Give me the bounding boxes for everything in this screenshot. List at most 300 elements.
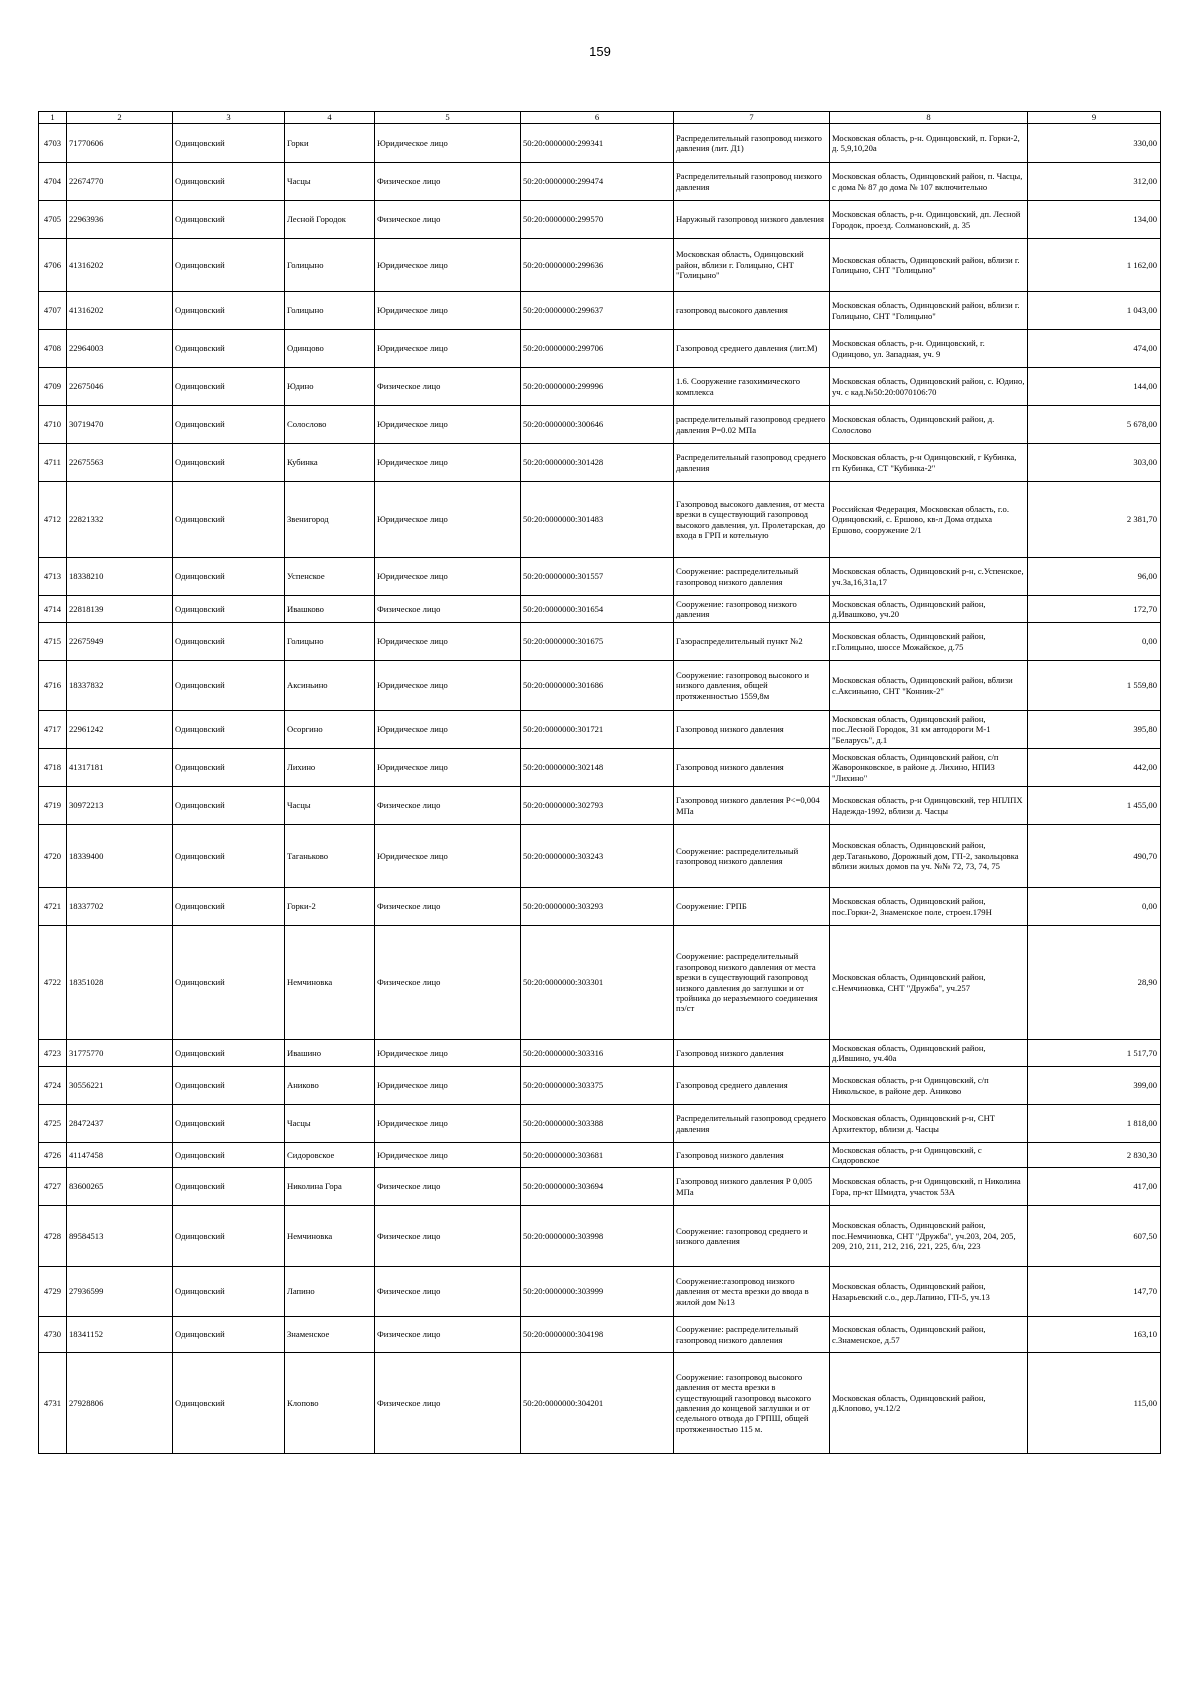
table-row	[39, 596, 1161, 623]
cadastral-number: 50:20:0000000:299637	[521, 292, 674, 330]
row-number: 4719	[39, 787, 67, 825]
registry-code: 27928806	[67, 1353, 173, 1454]
object-address: Московская область, р-н Одинцовский, п Николина Гора, пр-кт Шмидта, участок 53А	[830, 1168, 1028, 1206]
table-row	[39, 1206, 1161, 1267]
locality-name: Голицыно	[285, 292, 375, 330]
table-row	[39, 368, 1161, 406]
object-value: 147,70	[1028, 1267, 1161, 1317]
cadastral-number: 50:20:0000000:299570	[521, 201, 674, 239]
owner-type: Юридическое лицо	[375, 124, 521, 163]
object-value: 303,00	[1028, 444, 1161, 482]
table-row	[39, 1168, 1161, 1206]
object-address: Московская область, Одинцовский район, с/п Жаворонковское, в районе д. Лихино, НПИЗ "Лихино"	[830, 749, 1028, 787]
locality-name: Немчиновка	[285, 926, 375, 1040]
object-address: Московская область, р-н Одинцовский, с/п Никольское, в районе дер. Аниково	[830, 1067, 1028, 1105]
object-value: 0,00	[1028, 623, 1161, 661]
table-row	[39, 1267, 1161, 1317]
owner-type: Физическое лицо	[375, 1353, 521, 1454]
district-name: Одинцовский	[173, 787, 285, 825]
object-description: Сооружение: ГРПБ	[674, 888, 830, 926]
table-row	[39, 1143, 1161, 1168]
cadastral-number: 50:20:0000000:303998	[521, 1206, 674, 1267]
owner-type: Юридическое лицо	[375, 1067, 521, 1105]
object-description: Газопровод низкого давления Р 0,005 МПа	[674, 1168, 830, 1206]
registry-code: 83600265	[67, 1168, 173, 1206]
table-row	[39, 888, 1161, 926]
object-description: Газопровод среднего давления (лит.М)	[674, 330, 830, 368]
table-row	[39, 406, 1161, 444]
object-address: Московская область, Одинцовский р-н, с.Успенское, уч.3а,16,31а,17	[830, 558, 1028, 596]
registry-code: 31775770	[67, 1040, 173, 1067]
district-name: Одинцовский	[173, 623, 285, 661]
table-row	[39, 330, 1161, 368]
district-name: Одинцовский	[173, 1040, 285, 1067]
cadastral-number: 50:20:0000000:301675	[521, 623, 674, 661]
registry-code: 30972213	[67, 787, 173, 825]
district-name: Одинцовский	[173, 1353, 285, 1454]
object-address: Московская область, Одинцовский район, вблизи г. Голицыно, СНТ "Голицыно"	[830, 292, 1028, 330]
cadastral-number: 50:20:0000000:302148	[521, 749, 674, 787]
registry-code: 18339400	[67, 825, 173, 888]
object-value: 417,00	[1028, 1168, 1161, 1206]
district-name: Одинцовский	[173, 558, 285, 596]
object-address: Московская область, р-н Одинцовский, г Кубинка, гп Кубинка, СТ "Кубинка-2"	[830, 444, 1028, 482]
object-description: Газопровод низкого давления	[674, 711, 830, 749]
locality-name: Лихино	[285, 749, 375, 787]
owner-type: Физическое лицо	[375, 163, 521, 201]
object-description: Распределительный газопровод низкого давления (лит. Д1)	[674, 124, 830, 163]
table-row	[39, 711, 1161, 749]
object-description: Распределительный газопровод среднего давления	[674, 444, 830, 482]
object-value: 312,00	[1028, 163, 1161, 201]
object-description: Газопровод среднего давления	[674, 1067, 830, 1105]
table-row	[39, 163, 1161, 201]
cadastral-number: 50:20:0000000:299706	[521, 330, 674, 368]
cadastral-number: 50:20:0000000:303293	[521, 888, 674, 926]
column-number-row	[39, 112, 1161, 124]
owner-type: Физическое лицо	[375, 1206, 521, 1267]
table-row	[39, 749, 1161, 787]
object-address: Московская область, Одинцовский район, пос.Немчиновка, СНТ "Дружба", уч.203, 204, 205, 209, 210, 211, 212, 216, 221, 225, б/н, 223	[830, 1206, 1028, 1267]
row-number: 4706	[39, 239, 67, 292]
district-name: Одинцовский	[173, 330, 285, 368]
locality-name: Таганьково	[285, 825, 375, 888]
registry-code: 18341152	[67, 1317, 173, 1353]
owner-type: Юридическое лицо	[375, 239, 521, 292]
registry-code: 22675563	[67, 444, 173, 482]
owner-type: Юридическое лицо	[375, 1105, 521, 1143]
owner-type: Юридическое лицо	[375, 1040, 521, 1067]
object-address: Московская область, Одинцовский район, вблизи с.Аксиньино, СНТ "Конник-2"	[830, 661, 1028, 711]
table-row	[39, 124, 1161, 163]
locality-name: Клопово	[285, 1353, 375, 1454]
registry-code: 18337832	[67, 661, 173, 711]
owner-type: Юридическое лицо	[375, 330, 521, 368]
object-value: 607,50	[1028, 1206, 1161, 1267]
locality-name: Аксиньино	[285, 661, 375, 711]
row-number: 4722	[39, 926, 67, 1040]
district-name: Одинцовский	[173, 124, 285, 163]
district-name: Одинцовский	[173, 596, 285, 623]
locality-name: Знаменское	[285, 1317, 375, 1353]
locality-name: Солослово	[285, 406, 375, 444]
district-name: Одинцовский	[173, 1168, 285, 1206]
row-number: 4705	[39, 201, 67, 239]
owner-type: Юридическое лицо	[375, 711, 521, 749]
district-name: Одинцовский	[173, 201, 285, 239]
locality-name: Юдино	[285, 368, 375, 406]
locality-name: Часцы	[285, 787, 375, 825]
object-value: 1 455,00	[1028, 787, 1161, 825]
column-header: 8	[830, 112, 1028, 124]
object-address: Московская область, р-н Одинцовский, тер НПЛПХ Надежда-1992, вблизи д. Часцы	[830, 787, 1028, 825]
object-address: Московская область, Одинцовский р-н, СНТ Архитектор, вблизи д. Часцы	[830, 1105, 1028, 1143]
object-value: 330,00	[1028, 124, 1161, 163]
object-address: Московская область, р-н Одинцовский, с Сидоровское	[830, 1143, 1028, 1168]
cadastral-number: 50:20:0000000:301686	[521, 661, 674, 711]
column-header: 6	[521, 112, 674, 124]
table-body	[39, 124, 1161, 1454]
object-address: Московская область, р-н. Одинцовский, г. Одинцово, ул. Западная, уч. 9	[830, 330, 1028, 368]
object-description: Московская область, Одинцовский район, вблизи г. Голицыно, СНТ "Голицыно"	[674, 239, 830, 292]
object-address: Московская область, Одинцовский район, д.Клопово, уч.12/2	[830, 1353, 1028, 1454]
district-name: Одинцовский	[173, 926, 285, 1040]
registry-code: 30556221	[67, 1067, 173, 1105]
object-value: 2 830,30	[1028, 1143, 1161, 1168]
registry-table	[38, 111, 1161, 1454]
registry-code: 41317181	[67, 749, 173, 787]
object-description: Сооружение: газопровод низкого давления	[674, 596, 830, 623]
owner-type: Физическое лицо	[375, 1168, 521, 1206]
object-value: 5 678,00	[1028, 406, 1161, 444]
row-number: 4728	[39, 1206, 67, 1267]
object-description: Сооружение: газопровод высокого и низкого давления, общей протяженностью 1559,8м	[674, 661, 830, 711]
cadastral-number: 50:20:0000000:301428	[521, 444, 674, 482]
object-value: 1 559,80	[1028, 661, 1161, 711]
object-value: 2 381,70	[1028, 482, 1161, 558]
district-name: Одинцовский	[173, 482, 285, 558]
locality-name: Голицыно	[285, 239, 375, 292]
owner-type: Юридическое лицо	[375, 623, 521, 661]
row-number: 4720	[39, 825, 67, 888]
locality-name: Ивашково	[285, 596, 375, 623]
object-description: Сооружение: распределительный газопровод низкого давления от места врезки в существующий газопровод низкого давления до заглушки и от тройника до неразъемного соединения пэ/ст	[674, 926, 830, 1040]
object-address: Московская область, р-н. Одинцовский, п. Горки-2, д. 5,9,10,20а	[830, 124, 1028, 163]
row-number: 4725	[39, 1105, 67, 1143]
district-name: Одинцовский	[173, 292, 285, 330]
registry-code: 22818139	[67, 596, 173, 623]
table-row	[39, 926, 1161, 1040]
object-address: Московская область, Одинцовский район, с.Немчиновка, СНТ "Дружба", уч.257	[830, 926, 1028, 1040]
cadastral-number: 50:20:0000000:301654	[521, 596, 674, 623]
object-description: Сооружение:газопровод низкого давления от места врезки до ввода в жилой дом №13	[674, 1267, 830, 1317]
object-description: Газопровод низкого давления	[674, 749, 830, 787]
cadastral-number: 50:20:0000000:299474	[521, 163, 674, 201]
owner-type: Физическое лицо	[375, 926, 521, 1040]
registry-code: 41147458	[67, 1143, 173, 1168]
row-number: 4717	[39, 711, 67, 749]
district-name: Одинцовский	[173, 825, 285, 888]
object-value: 0,00	[1028, 888, 1161, 926]
object-description: Газопровод низкого давления	[674, 1040, 830, 1067]
object-value: 1 818,00	[1028, 1105, 1161, 1143]
registry-code: 89584513	[67, 1206, 173, 1267]
registry-code: 18338210	[67, 558, 173, 596]
owner-type: Юридическое лицо	[375, 1143, 521, 1168]
registry-code: 41316202	[67, 292, 173, 330]
row-number: 4710	[39, 406, 67, 444]
cadastral-number: 50:20:0000000:299996	[521, 368, 674, 406]
owner-type: Юридическое лицо	[375, 406, 521, 444]
row-number: 4715	[39, 623, 67, 661]
row-number: 4708	[39, 330, 67, 368]
owner-type: Юридическое лицо	[375, 749, 521, 787]
object-address: Московская область, Одинцовский район, с.Знаменское, д.57	[830, 1317, 1028, 1353]
object-description: Газопровод низкого давления	[674, 1143, 830, 1168]
registry-code: 22674770	[67, 163, 173, 201]
locality-name: Немчиновка	[285, 1206, 375, 1267]
object-address: Московская область, Одинцовский район, п. Часцы, с дома № 87 до дома № 107 включительно	[830, 163, 1028, 201]
registry-code: 22675949	[67, 623, 173, 661]
row-number: 4707	[39, 292, 67, 330]
row-number: 4727	[39, 1168, 67, 1206]
district-name: Одинцовский	[173, 749, 285, 787]
district-name: Одинцовский	[173, 1143, 285, 1168]
object-value: 28,90	[1028, 926, 1161, 1040]
owner-type: Физическое лицо	[375, 201, 521, 239]
row-number: 4730	[39, 1317, 67, 1353]
object-address: Московская область, Одинцовский район, г.Голицыно, шоссе Можайское, д.75	[830, 623, 1028, 661]
column-header: 5	[375, 112, 521, 124]
column-header: 4	[285, 112, 375, 124]
object-value: 474,00	[1028, 330, 1161, 368]
owner-type: Физическое лицо	[375, 1317, 521, 1353]
locality-name: Осоргино	[285, 711, 375, 749]
row-number: 4714	[39, 596, 67, 623]
district-name: Одинцовский	[173, 661, 285, 711]
locality-name: Горки	[285, 124, 375, 163]
row-number: 4726	[39, 1143, 67, 1168]
locality-name: Николина Гора	[285, 1168, 375, 1206]
locality-name: Лапино	[285, 1267, 375, 1317]
column-header: 9	[1028, 112, 1161, 124]
locality-name: Ивашино	[285, 1040, 375, 1067]
cadastral-number: 50:20:0000000:304198	[521, 1317, 674, 1353]
table-row	[39, 482, 1161, 558]
row-number: 4713	[39, 558, 67, 596]
column-header: 2	[67, 112, 173, 124]
object-description: Газораспределительный пункт №2	[674, 623, 830, 661]
row-number: 4723	[39, 1040, 67, 1067]
registry-code: 22675046	[67, 368, 173, 406]
locality-name: Сидоровское	[285, 1143, 375, 1168]
owner-type: Юридическое лицо	[375, 482, 521, 558]
owner-type: Физическое лицо	[375, 787, 521, 825]
cadastral-number: 50:20:0000000:302793	[521, 787, 674, 825]
cadastral-number: 50:20:0000000:304201	[521, 1353, 674, 1454]
table-row	[39, 1317, 1161, 1353]
object-address: Московская область, Одинцовский район, д. Солослово	[830, 406, 1028, 444]
column-header: 3	[173, 112, 285, 124]
locality-name: Лесной Городок	[285, 201, 375, 239]
table-row	[39, 623, 1161, 661]
object-description: Сооружение: газопровод среднего и низкого давления	[674, 1206, 830, 1267]
district-name: Одинцовский	[173, 1317, 285, 1353]
table-row	[39, 825, 1161, 888]
object-description: Сооружение: распределительный газопровод низкого давления	[674, 825, 830, 888]
object-address: Московская область, Одинцовский район, д.Ившино, уч.40а	[830, 1040, 1028, 1067]
registry-code: 30719470	[67, 406, 173, 444]
locality-name: Часцы	[285, 1105, 375, 1143]
owner-type: Юридическое лицо	[375, 661, 521, 711]
object-description: Сооружение: распределительный газопровод низкого давления	[674, 558, 830, 596]
object-description: распределительный газопровод среднего давления Р=0.02 МПа	[674, 406, 830, 444]
object-value: 399,00	[1028, 1067, 1161, 1105]
cadastral-number: 50:20:0000000:303301	[521, 926, 674, 1040]
object-description: 1.6. Сооружение газохимического комплекса	[674, 368, 830, 406]
locality-name: Одинцово	[285, 330, 375, 368]
page-number: 159	[589, 44, 611, 59]
cadastral-number: 50:20:0000000:301721	[521, 711, 674, 749]
object-description: Сооружение: газопровод высокого давления от места врезки в существующий газопровод высокого давления до концевой заглушки и от седельного отвода до ГРПШ, общей протяженностью 115 м.	[674, 1353, 830, 1454]
row-number: 4703	[39, 124, 67, 163]
registry-code: 22821332	[67, 482, 173, 558]
row-number: 4712	[39, 482, 67, 558]
column-header: 1	[39, 112, 67, 124]
district-name: Одинцовский	[173, 1206, 285, 1267]
registry-code: 28472437	[67, 1105, 173, 1143]
object-address: Московская область, р-н. Одинцовский, дп. Лесной Городок, проезд. Солмановский, д. 35	[830, 201, 1028, 239]
object-description: Наружный газопровод низкого давления	[674, 201, 830, 239]
object-description: Газопровод низкого давления Р<=0,004 МПа	[674, 787, 830, 825]
cadastral-number: 50:20:0000000:303388	[521, 1105, 674, 1143]
cadastral-number: 50:20:0000000:303316	[521, 1040, 674, 1067]
owner-type: Юридическое лицо	[375, 825, 521, 888]
registry-code: 18337702	[67, 888, 173, 926]
district-name: Одинцовский	[173, 444, 285, 482]
object-value: 490,70	[1028, 825, 1161, 888]
cadastral-number: 50:20:0000000:303999	[521, 1267, 674, 1317]
registry-code: 27936599	[67, 1267, 173, 1317]
table-row	[39, 444, 1161, 482]
object-description: газопровод высокого давления	[674, 292, 830, 330]
object-description: Распределительный газопровод среднего давления	[674, 1105, 830, 1143]
object-value: 163,10	[1028, 1317, 1161, 1353]
object-value: 442,00	[1028, 749, 1161, 787]
table-row	[39, 558, 1161, 596]
owner-type: Физическое лицо	[375, 596, 521, 623]
table-row	[39, 661, 1161, 711]
district-name: Одинцовский	[173, 888, 285, 926]
cadastral-number: 50:20:0000000:303375	[521, 1067, 674, 1105]
cadastral-number: 50:20:0000000:301483	[521, 482, 674, 558]
row-number: 4709	[39, 368, 67, 406]
locality-name: Часцы	[285, 163, 375, 201]
owner-type: Физическое лицо	[375, 368, 521, 406]
registry-code: 41316202	[67, 239, 173, 292]
table-row	[39, 292, 1161, 330]
row-number: 4724	[39, 1067, 67, 1105]
locality-name: Горки-2	[285, 888, 375, 926]
object-address: Российская Федерация, Московская область, г.о. Одинцовский, с. Ершово, кв-л Дома отдыха Ершово, сооружение 2/1	[830, 482, 1028, 558]
locality-name: Успенское	[285, 558, 375, 596]
row-number: 4731	[39, 1353, 67, 1454]
locality-name: Звенигород	[285, 482, 375, 558]
table-row	[39, 1067, 1161, 1105]
owner-type: Юридическое лицо	[375, 292, 521, 330]
object-address: Московская область, Одинцовский район, вблизи г. Голицыно, СНТ "Голицыно"	[830, 239, 1028, 292]
district-name: Одинцовский	[173, 406, 285, 444]
object-address: Московская область, Одинцовский район, с. Юдино, уч. с кад.№50:20:0070106:70	[830, 368, 1028, 406]
registry-code: 18351028	[67, 926, 173, 1040]
registry-code: 22963936	[67, 201, 173, 239]
cadastral-number: 50:20:0000000:303243	[521, 825, 674, 888]
locality-name: Аниково	[285, 1067, 375, 1105]
table-row	[39, 201, 1161, 239]
row-number: 4721	[39, 888, 67, 926]
row-number: 4704	[39, 163, 67, 201]
object-value: 1 162,00	[1028, 239, 1161, 292]
table-row	[39, 1105, 1161, 1143]
row-number: 4729	[39, 1267, 67, 1317]
object-value: 395,80	[1028, 711, 1161, 749]
cadastral-number: 50:20:0000000:299636	[521, 239, 674, 292]
table-row	[39, 1353, 1161, 1454]
object-value: 1 517,70	[1028, 1040, 1161, 1067]
object-value: 144,00	[1028, 368, 1161, 406]
registry-code: 22961242	[67, 711, 173, 749]
registry-code: 71770606	[67, 124, 173, 163]
object-address: Московская область, Одинцовский район, д.Ивашково, уч.20	[830, 596, 1028, 623]
cadastral-number: 50:20:0000000:301557	[521, 558, 674, 596]
owner-type: Юридическое лицо	[375, 444, 521, 482]
object-description: Сооружение: распределительный газопровод низкого давления	[674, 1317, 830, 1353]
owner-type: Физическое лицо	[375, 1267, 521, 1317]
object-value: 96,00	[1028, 558, 1161, 596]
row-number: 4718	[39, 749, 67, 787]
locality-name: Кубинка	[285, 444, 375, 482]
owner-type: Физическое лицо	[375, 888, 521, 926]
object-address: Московская область, Одинцовский район, пос.Лесной Городок, 31 км автодороги М-1 "Беларусь", д.1	[830, 711, 1028, 749]
locality-name: Голицыно	[285, 623, 375, 661]
object-description: Распределительный газопровод низкого давления	[674, 163, 830, 201]
district-name: Одинцовский	[173, 1105, 285, 1143]
object-value: 1 043,00	[1028, 292, 1161, 330]
row-number: 4716	[39, 661, 67, 711]
object-value: 172,70	[1028, 596, 1161, 623]
district-name: Одинцовский	[173, 163, 285, 201]
cadastral-number: 50:20:0000000:300646	[521, 406, 674, 444]
row-number: 4711	[39, 444, 67, 482]
object-value: 115,00	[1028, 1353, 1161, 1454]
owner-type: Юридическое лицо	[375, 558, 521, 596]
district-name: Одинцовский	[173, 711, 285, 749]
object-address: Московская область, Одинцовский район, Назарьевский с.о., дер.Лапино, ГП-5, уч.13	[830, 1267, 1028, 1317]
column-header: 7	[674, 112, 830, 124]
object-address: Московская область, Одинцовский район, дер.Таганьково, Дорожный дом, ГП-2, закольцовка вблизи жилых домов па уч. №№ 72, 73, 74, 75	[830, 825, 1028, 888]
object-value: 134,00	[1028, 201, 1161, 239]
cadastral-number: 50:20:0000000:303681	[521, 1143, 674, 1168]
object-address: Московская область, Одинцовский район, пос.Горки-2, Знаменское поле, строен.179Н	[830, 888, 1028, 926]
table-row	[39, 787, 1161, 825]
object-description: Газопровод высокого давления, от места врезки в существующий газопровод высокого давления, ул. Пролетарская, до входа в ГРП и котельную	[674, 482, 830, 558]
district-name: Одинцовский	[173, 368, 285, 406]
table-row	[39, 1040, 1161, 1067]
district-name: Одинцовский	[173, 239, 285, 292]
registry-code: 22964003	[67, 330, 173, 368]
cadastral-number: 50:20:0000000:303694	[521, 1168, 674, 1206]
district-name: Одинцовский	[173, 1067, 285, 1105]
